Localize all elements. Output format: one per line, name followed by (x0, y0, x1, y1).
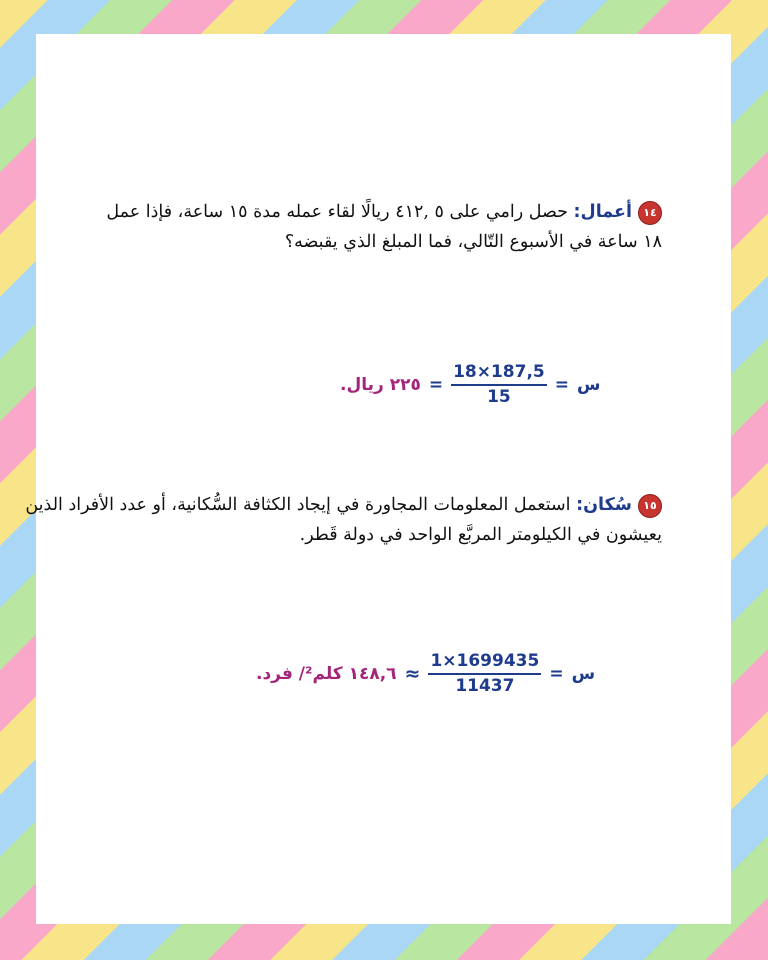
fraction-denominator: 11437 (455, 676, 515, 696)
problem-number-badge: ١٥ (638, 494, 662, 518)
problem-keyword: أعمال: (573, 202, 632, 222)
variable-sin: س (577, 374, 601, 395)
fraction-numerator: 1×1699435 (430, 651, 540, 671)
equals-sign: = (549, 663, 564, 684)
equals-sign: = (554, 374, 570, 395)
problem-number-badge: ١٤ (638, 201, 662, 225)
problem-14 (70, 197, 662, 257)
approx-sign: ≈ (404, 662, 421, 685)
content-card (36, 34, 731, 924)
fraction-denominator: 15 (487, 387, 511, 407)
solution-result: ١٤٨,٦ كلم²/ فرد. (256, 663, 397, 684)
fraction (428, 651, 541, 696)
problem-text: حصل رامي على ٥ ,٤١٢ ريالًا لقاء عمله مدة ١٥ ساعة، فإذا عمل (106, 202, 568, 222)
problem-15-line-2 (48, 520, 662, 550)
problem-14-line-1 (70, 197, 662, 227)
problem-15 (25, 490, 662, 550)
fraction-numerator: 18×187,5 (453, 362, 545, 382)
equals-sign: = (428, 374, 444, 395)
problem-15-line-1 (25, 490, 662, 520)
problem-text: استعمل المعلومات المجاورة في إيجاد الكثافة السُّكانية، أو عدد الأفراد الذين (25, 495, 571, 515)
solution-result: ٢٢٥ ريال. (340, 374, 421, 395)
problem-text: يعيشون في الكيلومتر المربَّع الواحد في دولة قَطر. (299, 525, 662, 545)
problem-keyword: سُكان: (576, 495, 632, 515)
variable-sin: س (571, 663, 596, 684)
problem-14-line-2 (70, 227, 662, 257)
problem-text: ١٨ ساعة في الأسبوع التّالي، فما المبلغ الذي يقبضه؟ (284, 232, 662, 252)
fraction (451, 362, 547, 407)
solution-15 (256, 651, 595, 696)
solution-14 (340, 362, 600, 407)
